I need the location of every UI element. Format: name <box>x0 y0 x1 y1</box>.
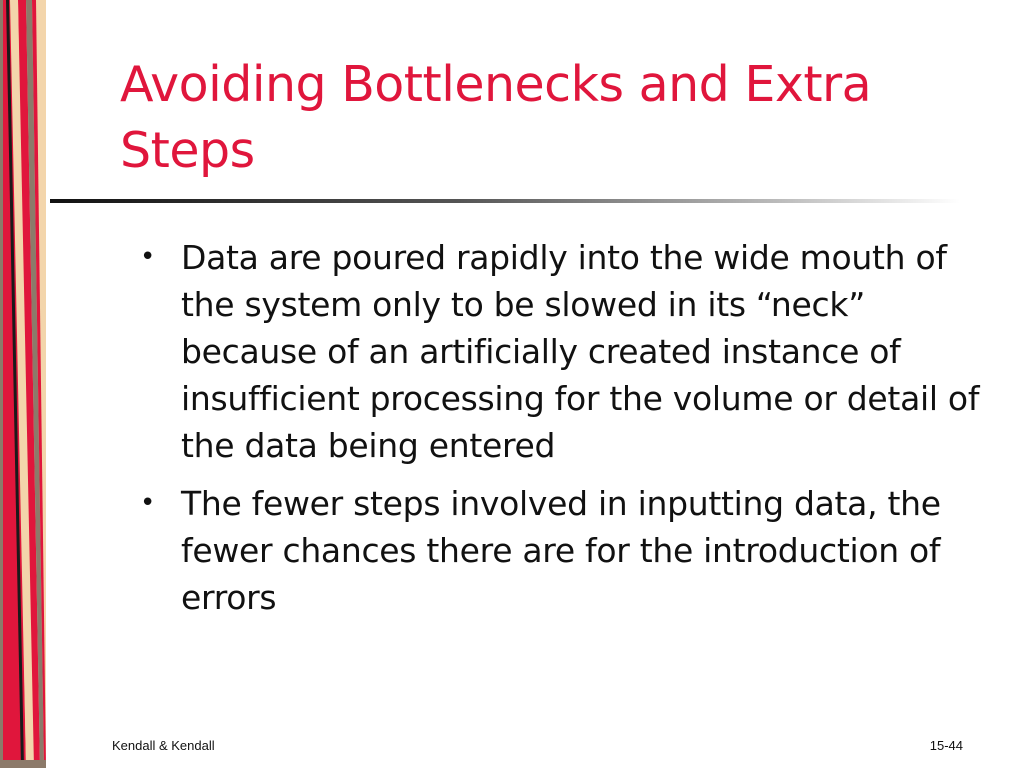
bullet-list <box>140 234 980 632</box>
bullet-item <box>140 480 980 621</box>
bullet-text: Data are poured rapidly into the wide mouth of the system only to be slowed in its “neck” because of an artificially created instance of insufficient processing for the volume or detail of the data being entered <box>181 238 980 465</box>
bullet-dot-icon: • <box>140 488 156 518</box>
bullet-text: The fewer steps involved in inputting data, the fewer chances there are for the introduction of errors <box>181 484 941 617</box>
bullet-dot-icon: • <box>140 242 156 272</box>
left-decorative-band <box>0 0 46 768</box>
bullet-item <box>140 234 980 469</box>
footer-author: Kendall & Kendall <box>112 738 215 753</box>
title-divider <box>50 199 960 203</box>
footer-page-number: 15-44 <box>929 738 963 753</box>
slide-title: Avoiding Bottlenecks and Extra Steps <box>120 56 872 179</box>
